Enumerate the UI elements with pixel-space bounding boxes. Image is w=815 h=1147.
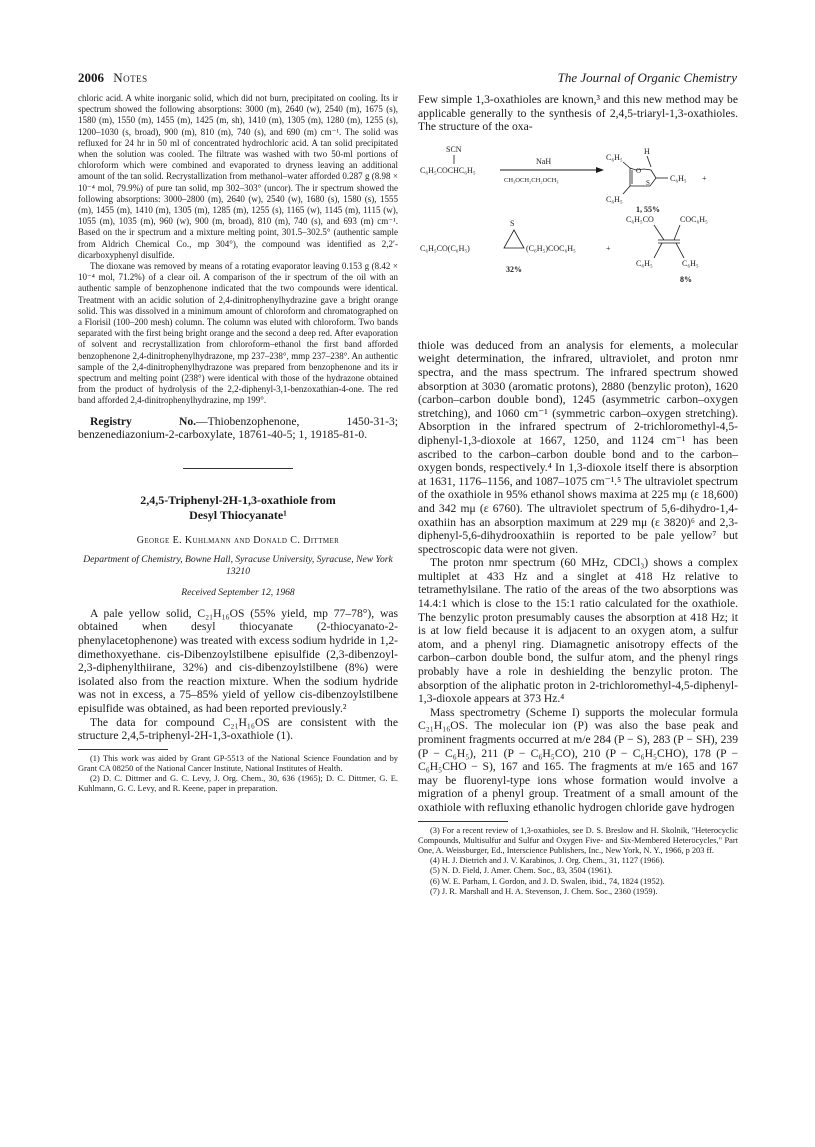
journal-name: The Journal of Organic Chemistry — [557, 70, 737, 85]
experimental-paragraph: The dioxane was removed by means of a rotating evaporator leaving 0.153 g (8.42 × 10⁻⁴ mol, 71.2%) of a clear oil. A comparison of the ir spectrum of the oil with an authentic sample of benzophenone indicated that the two compounds were identical. Treatment with an acidic solution of 2,4-dinitrophenylhydrazine gave a bright orange solid. This was dissolved in a minimum amount of chloroform and chromatographed on a Florisil (100–200 mesh) column. The column was eluted with chloroform. Two bands separated with the first being bright orange and the second a deep red. After evaporation of solvent and recrystallization from chloroform–ethanol the first band afforded benzophenone 2,4-dinitrophenylhydrazone, mp 237–238°, mmp 237–238°. An authentic sample of the 2,4-dinitrophenylhydrazone was prepared from benzophenone and its ir spectrum and melting point (238°) were identical with those of the hydrazone obtained from the product of hydrolysis of the 2,2-diphenyl-3,1-benzoxathian-4-one. The red band afforded 2,4-dinitrophenylhydrazine, mp 199°. — [78, 261, 398, 406]
episulfide-right: (C₆H₅)COC₆H₅ — [526, 243, 576, 253]
intro-paragraph: A pale yellow solid, C₂₁H₁₆OS (55% yield, mp 77–78°), was obtained when desyl thiocyanate (2-thiocyanato-2-phenylacetophenone) was treated with excess sodium hydride in 1,2-dimethoxyethane. cis-Dibenzoylstilbene episulfide (2,3-dibenzoyl-2,3-diphenylthiirane, 32%) and cis-dibenzoylstilbene (8%) were isolated also from the reaction mixture. When the sodium hydride was not in excess, a 75–85% yield of yellow cis-dibenzoylstilbene episulfide was obtained, as had been reported previously.² — [78, 606, 398, 716]
alkene-bottom-right: C₆H₅ — [682, 258, 699, 268]
bond — [676, 243, 684, 258]
section-divider — [183, 468, 293, 469]
body-paragraph: Mass spectrometry (Scheme I) supports the molecular formula C₂₁H₁₆OS. The molecular ion (P) was also the base peak and prominent fragments occurred at m/e 284 (P − S), 283 (P − SH), 239 (P − C₆H₅), 211 (P − C₆H₅CO), 210 (P − C₆H₅CHO), 178 (P − C₆H₅CHO − S), 167 and 165. The fragments at m/e 165 and 167 may be fluorenyl-type ions whose formation would involve a migration of a phenyl group. Treatment of a small amount of the oxathiole with refluxing ethanolic hydrogen chloride gave hydrogen — [418, 705, 738, 814]
oxathiole-ring — [630, 168, 656, 186]
body-paragraph: Few simple 1,3-oxathioles are known,³ and this new method may be applicable generally to the synthesis of 2,4,5-triaryl-1,3-oxathioles. The structure of the oxa- — [418, 93, 738, 134]
running-header-left — [78, 70, 148, 86]
product-phenyl-b: C₆H₅ — [670, 173, 687, 183]
scn-label: SCN — [446, 144, 462, 154]
footnote: (4) H. J. Dietrich and J. V. Karabinos, J. Org. Chem., 31, 1127 (1966). — [430, 856, 665, 866]
episulfide-yield: 32% — [506, 264, 522, 274]
alkene-bottom-left: C₆H₅ — [636, 258, 653, 268]
alkene-top-left: C₆H₅CO — [626, 214, 654, 224]
bond — [654, 243, 662, 258]
body-paragraph: thiole was deduced from an analysis for elements, a molecular weight determination, the infrared, ultraviolet, and proton nmr spectra, and the mass spectrum. The infrared spectrum showed absorption at 3030 (aromatic protons), 2880 (benzylic proton), 1620 (carbon–carbon double bond), 1245 (asymmetric carbon–oxygen stretching), and 1060 cm⁻¹ (symmetric carbon–oxygen stretching). Absorption in the infrared spectrum of 2-trichloromethyl-4,5-diphenyl-1,3-dioxole at 1667, 1250, and 1124 cm⁻¹ has been ascribed to the carbon–carbon double bond and to the carbon–oxygen bonds, respectively.⁴ In 1,3-dioxole itself there is absorption at 1631, 1176–1156, and 1087–1075 cm⁻¹.⁵ The ultraviolet spectrum of the oxathiole in 95% ethanol shows maxima at 225 mμ (ε 18,600) and 342 mμ (ε 6760). The ultraviolet spectrum of 5,6-dihydro-1,4-oxathiin has an absorption maximum at 229 mμ (ε 3820)⁶ and 2,3-diphenyl-5,6-dihydrooxathiin is reported to be pale yellow⁷ but spectroscopic data were not given. — [418, 338, 738, 556]
registry-text: —Thiobenzophenone, 1450-31-3; benzenediazonium-2-carboxylate, 18761-40-5; 1, 19185-81-0. — [78, 414, 398, 442]
alkene-top-right: COC₆H₅ — [680, 214, 708, 224]
left-column — [78, 93, 398, 795]
received-date: Received September 12, 1968 — [181, 586, 295, 598]
ring-oxygen: O — [636, 166, 642, 175]
episulfide-left: C₆H₅CO(C₆H₅) — [420, 243, 470, 253]
bond — [623, 162, 630, 168]
registry-paragraph — [78, 415, 398, 442]
bond — [647, 156, 651, 167]
product-label: 1, 55% — [636, 204, 660, 214]
footnote: (5) N. D. Field, J. Amer. Chem. Soc., 83, 3504 (1961). — [430, 866, 613, 876]
article-title — [78, 493, 398, 523]
right-column — [418, 93, 738, 897]
article-title-line: Desyl Thiocyanate¹ — [189, 507, 287, 522]
footnote-rule — [78, 749, 168, 750]
alkene-yield: 8% — [680, 274, 692, 284]
section-name: Notes — [113, 70, 148, 85]
product-h: H — [644, 146, 650, 156]
footnote: (7) J. R. Marshall and H. A. Stevenson, J. Chem. Soc., 2360 (1959). — [430, 886, 658, 896]
page-number: 2006 — [78, 70, 104, 85]
product-phenyl-c: C₆H₅ — [606, 194, 623, 204]
reagent-label: NaH — [536, 156, 552, 166]
article-authors: George E. Kuhlmann and Donald C. Dittmer — [136, 534, 340, 546]
product-phenyl-a: C₆H₅ — [606, 152, 623, 162]
article-title-line: 2,4,5-Triphenyl-2H-1,3-oxathiole from — [140, 492, 336, 507]
plus-sign: + — [606, 243, 611, 253]
plus-sign: + — [702, 173, 707, 183]
footnote-rule — [418, 821, 508, 822]
solvent-label: CH₃OCH₂CH₂OCH₃ — [504, 176, 559, 184]
footnote: (3) For a recent review of 1,3-oxathioles, see D. S. Breslow and H. Skolnik, "Heterocyclic Compounds, Multisulfur and Sulfur and Oxygen Five- and Six-Membered Heterocycles," Part One, A. Weissburger, Ed., Interscience Publishers, Inc., New York, N. Y., 1966, p 203 ff. — [418, 825, 738, 855]
reactant-formula: C₆H₅COCHC₆H₅ — [420, 165, 476, 175]
reaction-scheme — [418, 140, 738, 330]
footnote: (2) D. C. Dittmer and G. C. Levy, J. Org. Chem., 30, 636 (1965); D. C. Dittmer, G. E. Kuhlmann, G. C. Levy, and R. Keene, paper in preparation. — [78, 774, 398, 794]
episulfide-sulfur: S — [510, 218, 515, 228]
bond — [674, 225, 680, 240]
body-paragraph: The proton nmr spectrum (60 MHz, CDCl₃) shows a complex multiplet at 433 Hz and a singlet at 418 Hz relative to tetramethylsilane. The ratio of the areas of the two absorptions was 14.4:1 which is close to the 15:1 ratio calculated for the oxathiole. The benzylic proton presumably causes the absorption at 418 Hz; it is at low field because it is adjacent to an oxygen atom, a sulfur atom, and a phenyl ring. Diamagnetic anisotropy effects of the carbon–carbon double bond, the sulfur atom, and the phenyl rings probably have a role in deshielding the benzylic proton. The absorption of the aliphatic proton in 2-trichloromethyl-4,5-diphenyl-1,3-dioxole appears at 373 Hz.⁴ — [418, 556, 738, 706]
intro-paragraph: The data for compound C₂₁H₁₆OS are consistent with the structure 2,4,5-triphenyl-2H-1,3-oxathiole (1). — [78, 715, 398, 743]
registry-label: Registry No. — [90, 414, 197, 428]
bond — [654, 225, 664, 240]
experimental-paragraph: chloric acid. A white inorganic solid, which did not burn, precipitated on cooling. Its ir spectrum showed the following absorptions: 3000 (m), 2640 (w), 2540 (m), 1675 (s), 1580 (m), 1550 (m), 1455 (m), 1425 (m, sh), 1410 (m), 1305 (m), 1280 (m), 1255 (s), 1200–1030 (s, broad), 900 (m), 810 (m), 740 (s), and 690 (m) cm⁻¹. The solid was refluxed for 24 hr in 50 ml of concentrated hydrochloric acid. A tan solid precipitated when the solution was cooled. The filtrate was washed with two 50-ml portions of chloroform which were combined and evaporated to dryness leaving an additional amount of the tan solid. Recrystallization from methanol–water afforded 0.287 g (8.98 × 10⁻⁴ mol, 79.9%) of pure tan solid, mp 302–303° (uncor). The ir spectrum showed the following absorptions: 3000–2800 (m), 2640 (w), 2540 (w), 1680 (s), 1580 (s), 1555 (m), 1455 (m), 1410 (m), 1305 (m), 1285 (m), 1255 (s), 1165 (w), 1145 (m), 1115 (w), 1055 (m), 1035 (m), 960 (w), 900 (m, broad), 810 (m), 740 (s), and 693 (m) cm⁻¹. Based on the ir spectrum and a mixture melting point, 301.5–302.5° (authentic sample from Aldrich Chemical Co., mp 304°), the compound was identified as 2,2′-dicarboxyphenyl disulfide. — [78, 93, 398, 260]
ring-sulfur: S — [646, 178, 650, 187]
author-affiliation: Department of Chemistry, Bowne Hall, Syracuse University, Syracuse, New York 13210 — [83, 553, 393, 577]
arrow-head — [596, 167, 604, 173]
bond — [623, 186, 630, 194]
footnote: (1) This work was aided by Grant GP-5513 of the National Science Foundation and by Grant CA 08250 of the National Cancer Institute, National Institutes of Health. — [78, 753, 398, 774]
thiirane-ring — [504, 230, 524, 248]
footnote: (6) W. E. Parham, I. Gordon, and J. D. Swalen, ibid., 74, 1824 (1952). — [430, 876, 665, 886]
